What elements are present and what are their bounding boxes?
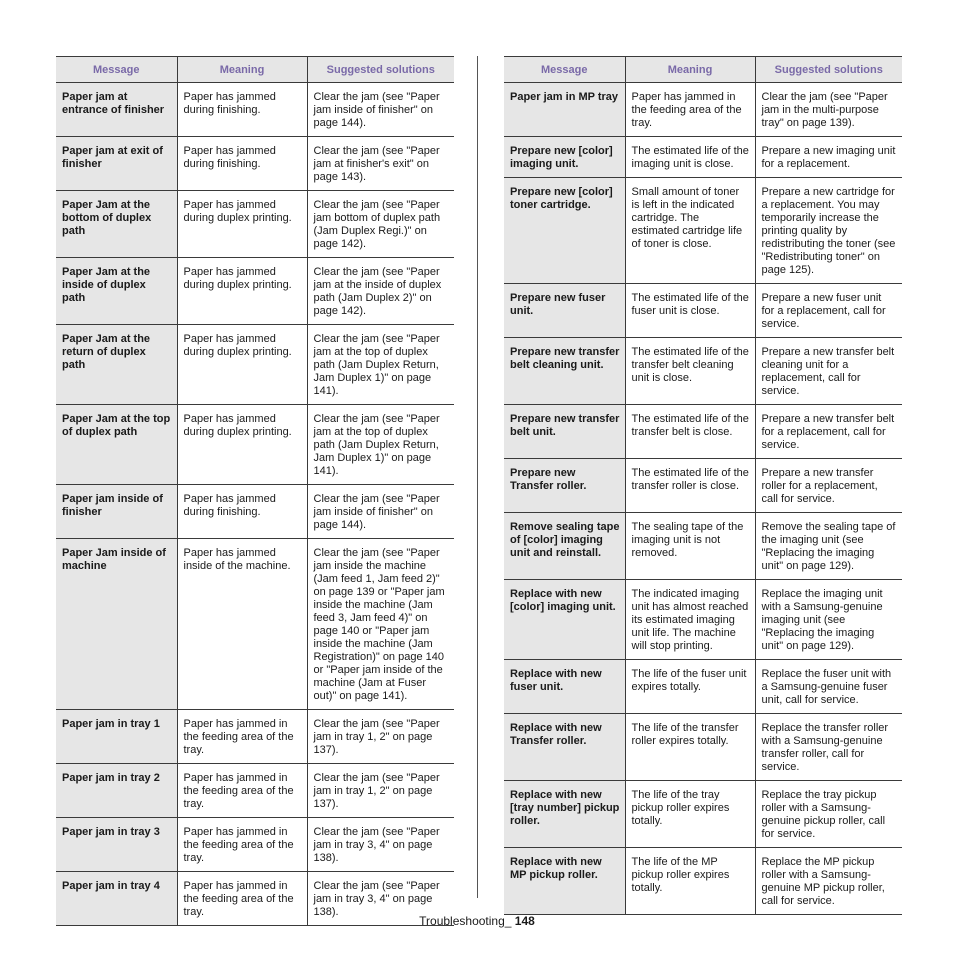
table-row [504, 338, 902, 405]
message-cell: Prepare new Transfer roller. [504, 459, 625, 513]
table-row [56, 764, 454, 818]
right-table-header-row [504, 57, 902, 83]
solution-cell: Clear the jam (see "Paper jam in tray 3, 4" on page 138). [307, 872, 454, 926]
table-row [504, 459, 902, 513]
meaning-cell: Paper has jammed during finishing. [177, 83, 307, 137]
left-table-column [56, 56, 454, 926]
left-table-header-row [56, 57, 454, 83]
meaning-cell: Paper has jammed during duplex printing. [177, 258, 307, 325]
meaning-cell: The estimated life of the transfer roller is close. [625, 459, 755, 513]
solution-cell: Clear the jam (see "Paper jam at finisher's exit" on page 143). [307, 137, 454, 191]
right-table-column [504, 56, 902, 915]
table-row [504, 660, 902, 714]
header-message: Message [504, 57, 625, 83]
meaning-cell: Paper has jammed in the feeding area of the tray. [177, 872, 307, 926]
table-row [504, 83, 902, 137]
message-cell: Replace with new Transfer roller. [504, 714, 625, 781]
meaning-cell: The life of the fuser unit expires totally. [625, 660, 755, 714]
solution-cell: Replace the fuser unit with a Samsung-genuine fuser unit, call for service. [755, 660, 902, 714]
meaning-cell: The life of the MP pickup roller expires totally. [625, 848, 755, 915]
page-number: 148 [514, 914, 535, 928]
message-cell: Paper jam in tray 1 [56, 710, 177, 764]
message-cell: Paper Jam inside of machine [56, 539, 177, 710]
message-cell: Paper Jam at the return of duplex path [56, 325, 177, 405]
table-row [56, 191, 454, 258]
solution-cell: Replace the MP pickup roller with a Samsung-genuine MP pickup roller, call for service. [755, 848, 902, 915]
table-row [56, 258, 454, 325]
solution-cell: Prepare a new transfer belt cleaning unit for a replacement, call for service. [755, 338, 902, 405]
header-suggested-solutions: Suggested solutions [755, 57, 902, 83]
solution-cell: Prepare a new cartridge for a replacement. You may temporarily increase the printing quality by redistributing the toner (see "Redistributing toner" on page 125). [755, 178, 902, 284]
solution-cell: Replace the transfer roller with a Samsung-genuine transfer roller, call for service. [755, 714, 902, 781]
header-meaning: Meaning [177, 57, 307, 83]
message-cell: Paper jam in tray 3 [56, 818, 177, 872]
meaning-cell: The estimated life of the imaging unit is close. [625, 137, 755, 178]
message-cell: Paper Jam at the inside of duplex path [56, 258, 177, 325]
header-suggested-solutions: Suggested solutions [307, 57, 454, 83]
message-cell: Paper jam in tray 2 [56, 764, 177, 818]
table-row [56, 710, 454, 764]
message-cell: Paper Jam at the bottom of duplex path [56, 191, 177, 258]
solution-cell: Prepare a new transfer belt for a replacement, call for service. [755, 405, 902, 459]
meaning-cell: The sealing tape of the imaging unit is not removed. [625, 513, 755, 580]
message-cell: Replace with new fuser unit. [504, 660, 625, 714]
meaning-cell: The estimated life of the transfer belt is close. [625, 405, 755, 459]
solution-cell: Replace the tray pickup roller with a Samsung-genuine pickup roller, call for service. [755, 781, 902, 848]
message-cell: Paper jam in MP tray [504, 83, 625, 137]
solution-cell: Clear the jam (see "Paper jam inside of finisher" on page 144). [307, 83, 454, 137]
meaning-cell: Paper has jammed inside of the machine. [177, 539, 307, 710]
message-cell: Prepare new transfer belt cleaning unit. [504, 338, 625, 405]
table-row [504, 848, 902, 915]
table-row [56, 325, 454, 405]
message-cell: Prepare new transfer belt unit. [504, 405, 625, 459]
meaning-cell: Paper has jammed in the feeding area of the tray. [177, 710, 307, 764]
meaning-cell: Paper has jammed during duplex printing. [177, 405, 307, 485]
meaning-cell: The indicated imaging unit has almost reached its estimated imaging unit life. The machine will stop printing. [625, 580, 755, 660]
message-cell: Prepare new fuser unit. [504, 284, 625, 338]
solution-cell: Replace the imaging unit with a Samsung-genuine imaging unit (see "Replacing the imaging unit" on page 129). [755, 580, 902, 660]
message-cell: Paper jam in tray 4 [56, 872, 177, 926]
table-row [504, 178, 902, 284]
solution-cell: Clear the jam (see "Paper jam bottom of duplex path (Jam Duplex Regi.)" on page 142). [307, 191, 454, 258]
right-table-body [504, 83, 902, 915]
solution-cell: Prepare a new fuser unit for a replacement, call for service. [755, 284, 902, 338]
table-row [56, 485, 454, 539]
message-cell: Remove sealing tape of [color] imaging unit and reinstall. [504, 513, 625, 580]
solution-cell: Prepare a new transfer roller for a replacement, call for service. [755, 459, 902, 513]
solution-cell: Clear the jam (see "Paper jam in tray 1, 2" on page 137). [307, 710, 454, 764]
table-row [504, 405, 902, 459]
meaning-cell: Paper has jammed during duplex printing. [177, 325, 307, 405]
right-message-table [504, 56, 902, 915]
message-cell: Paper Jam at the top of duplex path [56, 405, 177, 485]
table-row [504, 513, 902, 580]
meaning-cell: The estimated life of the transfer belt cleaning unit is close. [625, 338, 755, 405]
table-row [504, 781, 902, 848]
header-meaning: Meaning [625, 57, 755, 83]
message-cell: Paper jam inside of finisher [56, 485, 177, 539]
message-cell: Replace with new [color] imaging unit. [504, 580, 625, 660]
message-cell: Replace with new MP pickup roller. [504, 848, 625, 915]
header-message: Message [56, 57, 177, 83]
meaning-cell: The life of the tray pickup roller expires totally. [625, 781, 755, 848]
meaning-cell: Paper has jammed in the feeding area of the tray. [177, 818, 307, 872]
solution-cell: Clear the jam (see "Paper jam in the multi-purpose tray" on page 139). [755, 83, 902, 137]
meaning-cell: Small amount of toner is left in the indicated cartridge. The estimated cartridge life of toner is close. [625, 178, 755, 284]
solution-cell: Remove the sealing tape of the imaging unit (see "Replacing the imaging unit" on page 129). [755, 513, 902, 580]
table-row [56, 818, 454, 872]
left-table-body [56, 83, 454, 926]
page-footer [0, 914, 954, 928]
message-cell: Paper jam at entrance of finisher [56, 83, 177, 137]
table-row [56, 405, 454, 485]
meaning-cell: The life of the transfer roller expires totally. [625, 714, 755, 781]
message-cell: Prepare new [color] imaging unit. [504, 137, 625, 178]
table-row [56, 83, 454, 137]
solution-cell: Clear the jam (see "Paper jam inside of finisher" on page 144). [307, 485, 454, 539]
table-row [56, 137, 454, 191]
meaning-cell: Paper has jammed during finishing. [177, 137, 307, 191]
solution-cell: Clear the jam (see "Paper jam at the inside of duplex path (Jam Duplex 2)" on page 142). [307, 258, 454, 325]
meaning-cell: Paper has jammed in the feeding area of the tray. [177, 764, 307, 818]
table-row [504, 714, 902, 781]
meaning-cell: Paper has jammed during finishing. [177, 485, 307, 539]
table-row [504, 284, 902, 338]
table-row [504, 137, 902, 178]
solution-cell: Prepare a new imaging unit for a replacement. [755, 137, 902, 178]
solution-cell: Clear the jam (see "Paper jam inside the machine (Jam feed 1, Jam feed 2)" on page 139 or "Paper jam inside the machine (Jam feed 3, Jam feed 4)" on page 140 or "Paper jam inside the machine (Jam Registration)" on page 140 or "Paper jam inside of the machine (Jam at Fuser out)" on page 141). [307, 539, 454, 710]
meaning-cell: Paper has jammed in the feeding area of the tray. [625, 83, 755, 137]
column-divider [477, 56, 478, 898]
message-cell: Replace with new [tray number] pickup roller. [504, 781, 625, 848]
left-message-table [56, 56, 454, 926]
meaning-cell: The estimated life of the fuser unit is close. [625, 284, 755, 338]
solution-cell: Clear the jam (see "Paper jam in tray 3, 4" on page 138). [307, 818, 454, 872]
table-row [504, 580, 902, 660]
solution-cell: Clear the jam (see "Paper jam at the top of duplex path (Jam Duplex Return, Jam Duplex 1)" on page 141). [307, 325, 454, 405]
message-cell: Prepare new [color] toner cartridge. [504, 178, 625, 284]
message-cell: Paper jam at exit of finisher [56, 137, 177, 191]
meaning-cell: Paper has jammed during duplex printing. [177, 191, 307, 258]
solution-cell: Clear the jam (see "Paper jam in tray 1, 2" on page 137). [307, 764, 454, 818]
solution-cell: Clear the jam (see "Paper jam at the top of duplex path (Jam Duplex Return, Jam Duplex 1)" on page 141). [307, 405, 454, 485]
table-row [56, 539, 454, 710]
footer-section-label: Troubleshooting_ [419, 914, 512, 928]
